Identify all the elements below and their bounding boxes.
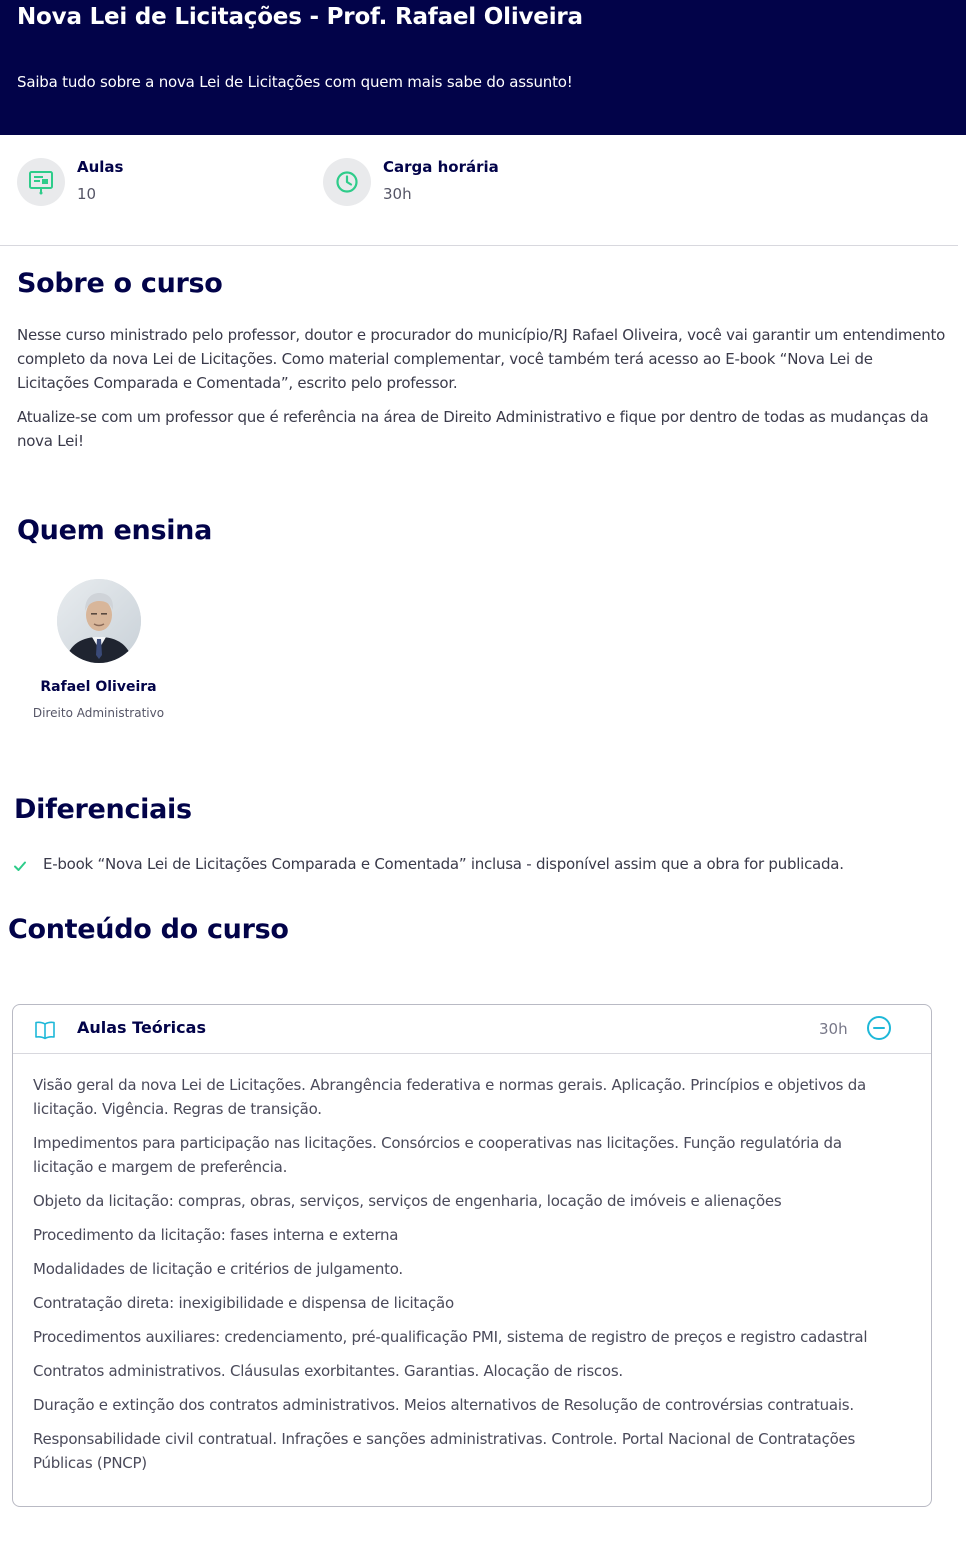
stat-value: 10 xyxy=(77,185,97,203)
content-accordion xyxy=(12,1004,932,1507)
course-subtitle: Saiba tudo sobre a nova Lei de Licitações com quem mais sabe do assunto! xyxy=(17,73,573,91)
stat-label: Aulas xyxy=(77,158,124,176)
accordion-title: Aulas Teóricas xyxy=(77,1018,206,1037)
differential-text: E-book “Nova Lei de Licitações Comparada e Comentada” inclusa - disponível assim que a obra for publicada. xyxy=(43,855,844,873)
presentation-board-icon xyxy=(17,158,65,206)
lesson-list xyxy=(33,1073,903,1485)
lesson-item: Procedimentos auxiliares: credenciamento, pré-qualificação PMI, sistema de registro de preços e registro cadastral xyxy=(33,1328,868,1346)
lesson-item: Objeto da licitação: compras, obras, serviços, serviços de engenharia, locação de imóveis e alienações xyxy=(33,1192,782,1210)
accordion-duration: 30h xyxy=(819,1020,848,1038)
differentials-heading: Diferenciais xyxy=(14,794,192,825)
teacher-avatar[interactable] xyxy=(57,579,141,663)
teacher-name[interactable]: Rafael Oliveira xyxy=(40,679,157,695)
content-heading: Conteúdo do curso xyxy=(8,914,289,945)
lesson-item: Visão geral da nova Lei de Licitações. Abrangência federativa e normas gerais. Aplicação. Princípios e objetivos da licitação. Vigência. Regras de transição. xyxy=(33,1076,866,1118)
section-divider xyxy=(0,245,958,246)
course-title: Nova Lei de Licitações - Prof. Rafael Oliveira xyxy=(17,4,583,30)
check-icon xyxy=(12,858,28,874)
stat-label: Carga horária xyxy=(383,158,499,176)
clock-icon xyxy=(323,158,371,206)
book-icon xyxy=(34,1020,56,1040)
lesson-item: Modalidades de licitação e critérios de julgamento. xyxy=(33,1260,403,1278)
lesson-item: Impedimentos para participação nas licitações. Consórcios e cooperativas nas licitações. Função regulatória da licitação e margem de preferência. xyxy=(33,1134,842,1176)
lesson-item: Duração e extinção dos contratos administrativos. Meios alternativos de Resolução de controvérsias contratuais. xyxy=(33,1396,854,1414)
lesson-item: Procedimento da licitação: fases interna e externa xyxy=(33,1226,399,1244)
course-hero xyxy=(0,0,966,135)
lesson-item: Contratos administrativos. Cláusulas exorbitantes. Garantias. Alocação de riscos. xyxy=(33,1362,623,1380)
about-paragraph: Nesse curso ministrado pelo professor, doutor e procurador do município/RJ Rafael Oliveira, você vai garantir um entendimento completo da nova Lei de Licitações. Como material complementar, você também terá acesso ao E-book “Nova Lei de Licitações Comparada e Comentada”, escrito pelo professor. xyxy=(17,326,946,392)
about-heading: Sobre o curso xyxy=(17,268,223,299)
teacher-area: Direito Administrativo xyxy=(32,706,165,720)
about-paragraph: Atualize-se com um professor que é referência na área de Direito Administrativo e fique por dentro de todas as mudanças da nova Lei! xyxy=(17,408,929,450)
lesson-item: Contratação direta: inexigibilidade e dispensa de licitação xyxy=(33,1294,454,1312)
teachers-heading: Quem ensina xyxy=(17,515,213,546)
accordion-header[interactable] xyxy=(13,1005,931,1054)
collapse-minus-icon[interactable] xyxy=(866,1015,892,1041)
stat-value: 30h xyxy=(383,185,412,203)
lesson-item: Responsabilidade civil contratual. Infrações e sanções administrativas. Controle. Portal Nacional de Contratações Públicas (PNCP) xyxy=(33,1430,856,1472)
